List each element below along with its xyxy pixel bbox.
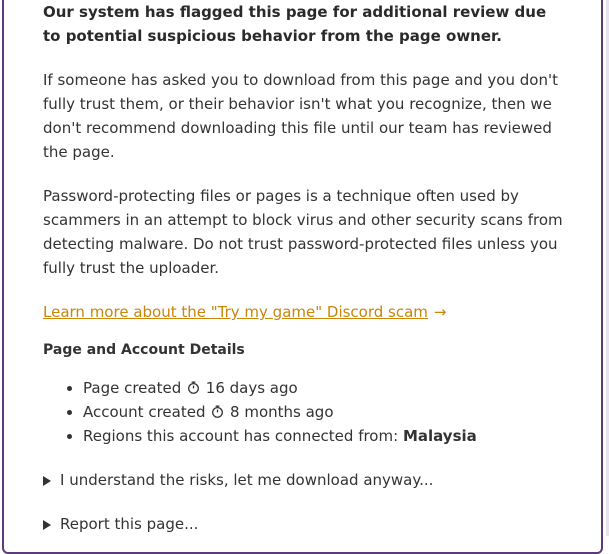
password-warning-paragraph: Password-protecting files or pages is a technique often used by scammers in an attempt to block virus and other security scans from detecting malware. Do not trust password-protected files unless you fully trust the uploader. — [43, 187, 563, 277]
regions-value: Malaysia — [402, 427, 477, 445]
learn-more-row — [43, 300, 563, 324]
list-item-page-created — [83, 376, 563, 400]
report-page-toggle[interactable] — [43, 512, 563, 536]
warning-content — [43, 0, 563, 536]
details-list — [43, 376, 563, 448]
warning-headline: Our system has flagged this page for additional review due to potential suspicious behavior from the page owner. — [43, 3, 547, 45]
triangle-right-icon — [43, 476, 51, 486]
list-item-regions — [83, 424, 563, 448]
download-anyway-label: I understand the risks, let me download anyway... — [60, 471, 434, 489]
page-created-label: Page created — [83, 379, 182, 397]
page-created-value: 16 days ago — [205, 379, 298, 397]
stopwatch-icon — [187, 381, 200, 394]
account-created-value: 8 months ago — [230, 403, 334, 421]
arrow-right-icon: → — [433, 303, 447, 321]
learn-more-link[interactable]: Learn more about the "Try my game" Discord scam — [43, 303, 428, 321]
report-page-label: Report this page... — [60, 515, 199, 533]
stopwatch-icon — [211, 405, 224, 418]
triangle-right-icon — [43, 520, 51, 530]
regions-label: Regions this account has connected from: — [83, 427, 399, 445]
list-item-account-created — [83, 400, 563, 424]
details-heading: Page and Account Details — [43, 342, 245, 358]
account-created-label: Account created — [83, 403, 206, 421]
download-anyway-toggle[interactable] — [43, 468, 563, 492]
download-warning-paragraph: If someone has asked you to download from this page and you don't fully trust them, or their behavior isn't what you recognize, then we don't recommend downloading this file until our team has reviewed the page. — [43, 71, 558, 161]
